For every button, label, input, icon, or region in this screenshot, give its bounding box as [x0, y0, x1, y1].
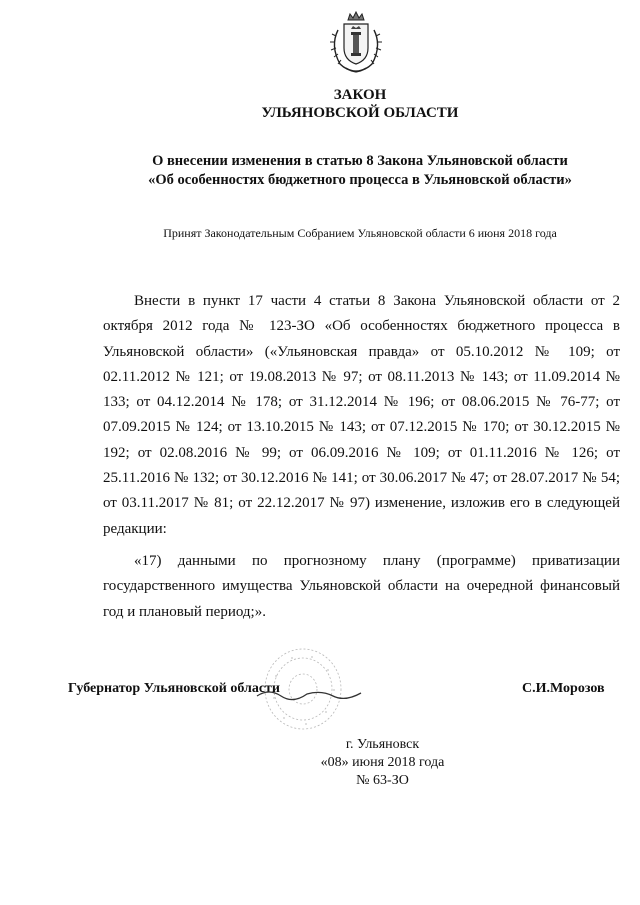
- coat-of-arms-icon: [326, 10, 386, 76]
- governor-title: Губернатор Ульяновской области: [68, 681, 280, 696]
- law-number: № 63-ЗО: [356, 773, 409, 788]
- governor-name: С.И.Морозов: [522, 681, 605, 696]
- law-title: ЗАКОН: [333, 87, 387, 103]
- signing-city: г. Ульяновск: [345, 737, 420, 752]
- law-subject-line-2: «Об особенностях бюджетного процесса в Ульяновской области»: [148, 172, 572, 188]
- law-region-title: УЛЬЯНОВСКОЙ ОБЛАСТИ: [261, 105, 459, 121]
- signing-date: «08» июня 2018 года: [320, 755, 445, 770]
- law-subject-line-1: О внесении изменения в статью 8 Закона Ульяновской области: [152, 153, 568, 169]
- adoption-note: Принят Законодательным Собранием Ульяновской области 6 июня 2018 года: [163, 226, 557, 240]
- handwritten-signature-icon: [255, 684, 365, 706]
- amendment-paragraph: «17) данными по прогнозному плану (программе) приватизации государственного имущества Ульяновской области на очередной финансовый год и плановый период;».: [103, 553, 620, 620]
- main-paragraph: Внести в пункт 17 части 4 статьи 8 Закона Ульяновской области от 2 октября 2012 года № 123-ЗО «Об особенностях бюджетного процесса в Ульяновской области» («Ульяновская правда» от 05.10.2012 № 109; от 02.11.2012 № 121; от 19.08.2013 № 97; от 08.11.2013 № 143; от 11.09.2014 № 133; от 04.12.2014 № 178; от 31.12.2014 № 196; от 08.06.2015 № 76-77; от 07.09.2015 № 124; от 13.10.2015 № 143; от 07.12.2015 № 170; от 30.12.2015 № 192; от 02.08.2016 № 99; от 06.09.2016 № 109; от 01.11.2016 № 126; от 25.11.2016 № 132; от 30.12.2016 № 141; от 30.06.2017 № 47; от 28.07.2017 № 54; от 03.11.2017 № 81; от 22.12.2017 № 97) изменение, изложив его в следующей редакции:: [103, 293, 620, 537]
